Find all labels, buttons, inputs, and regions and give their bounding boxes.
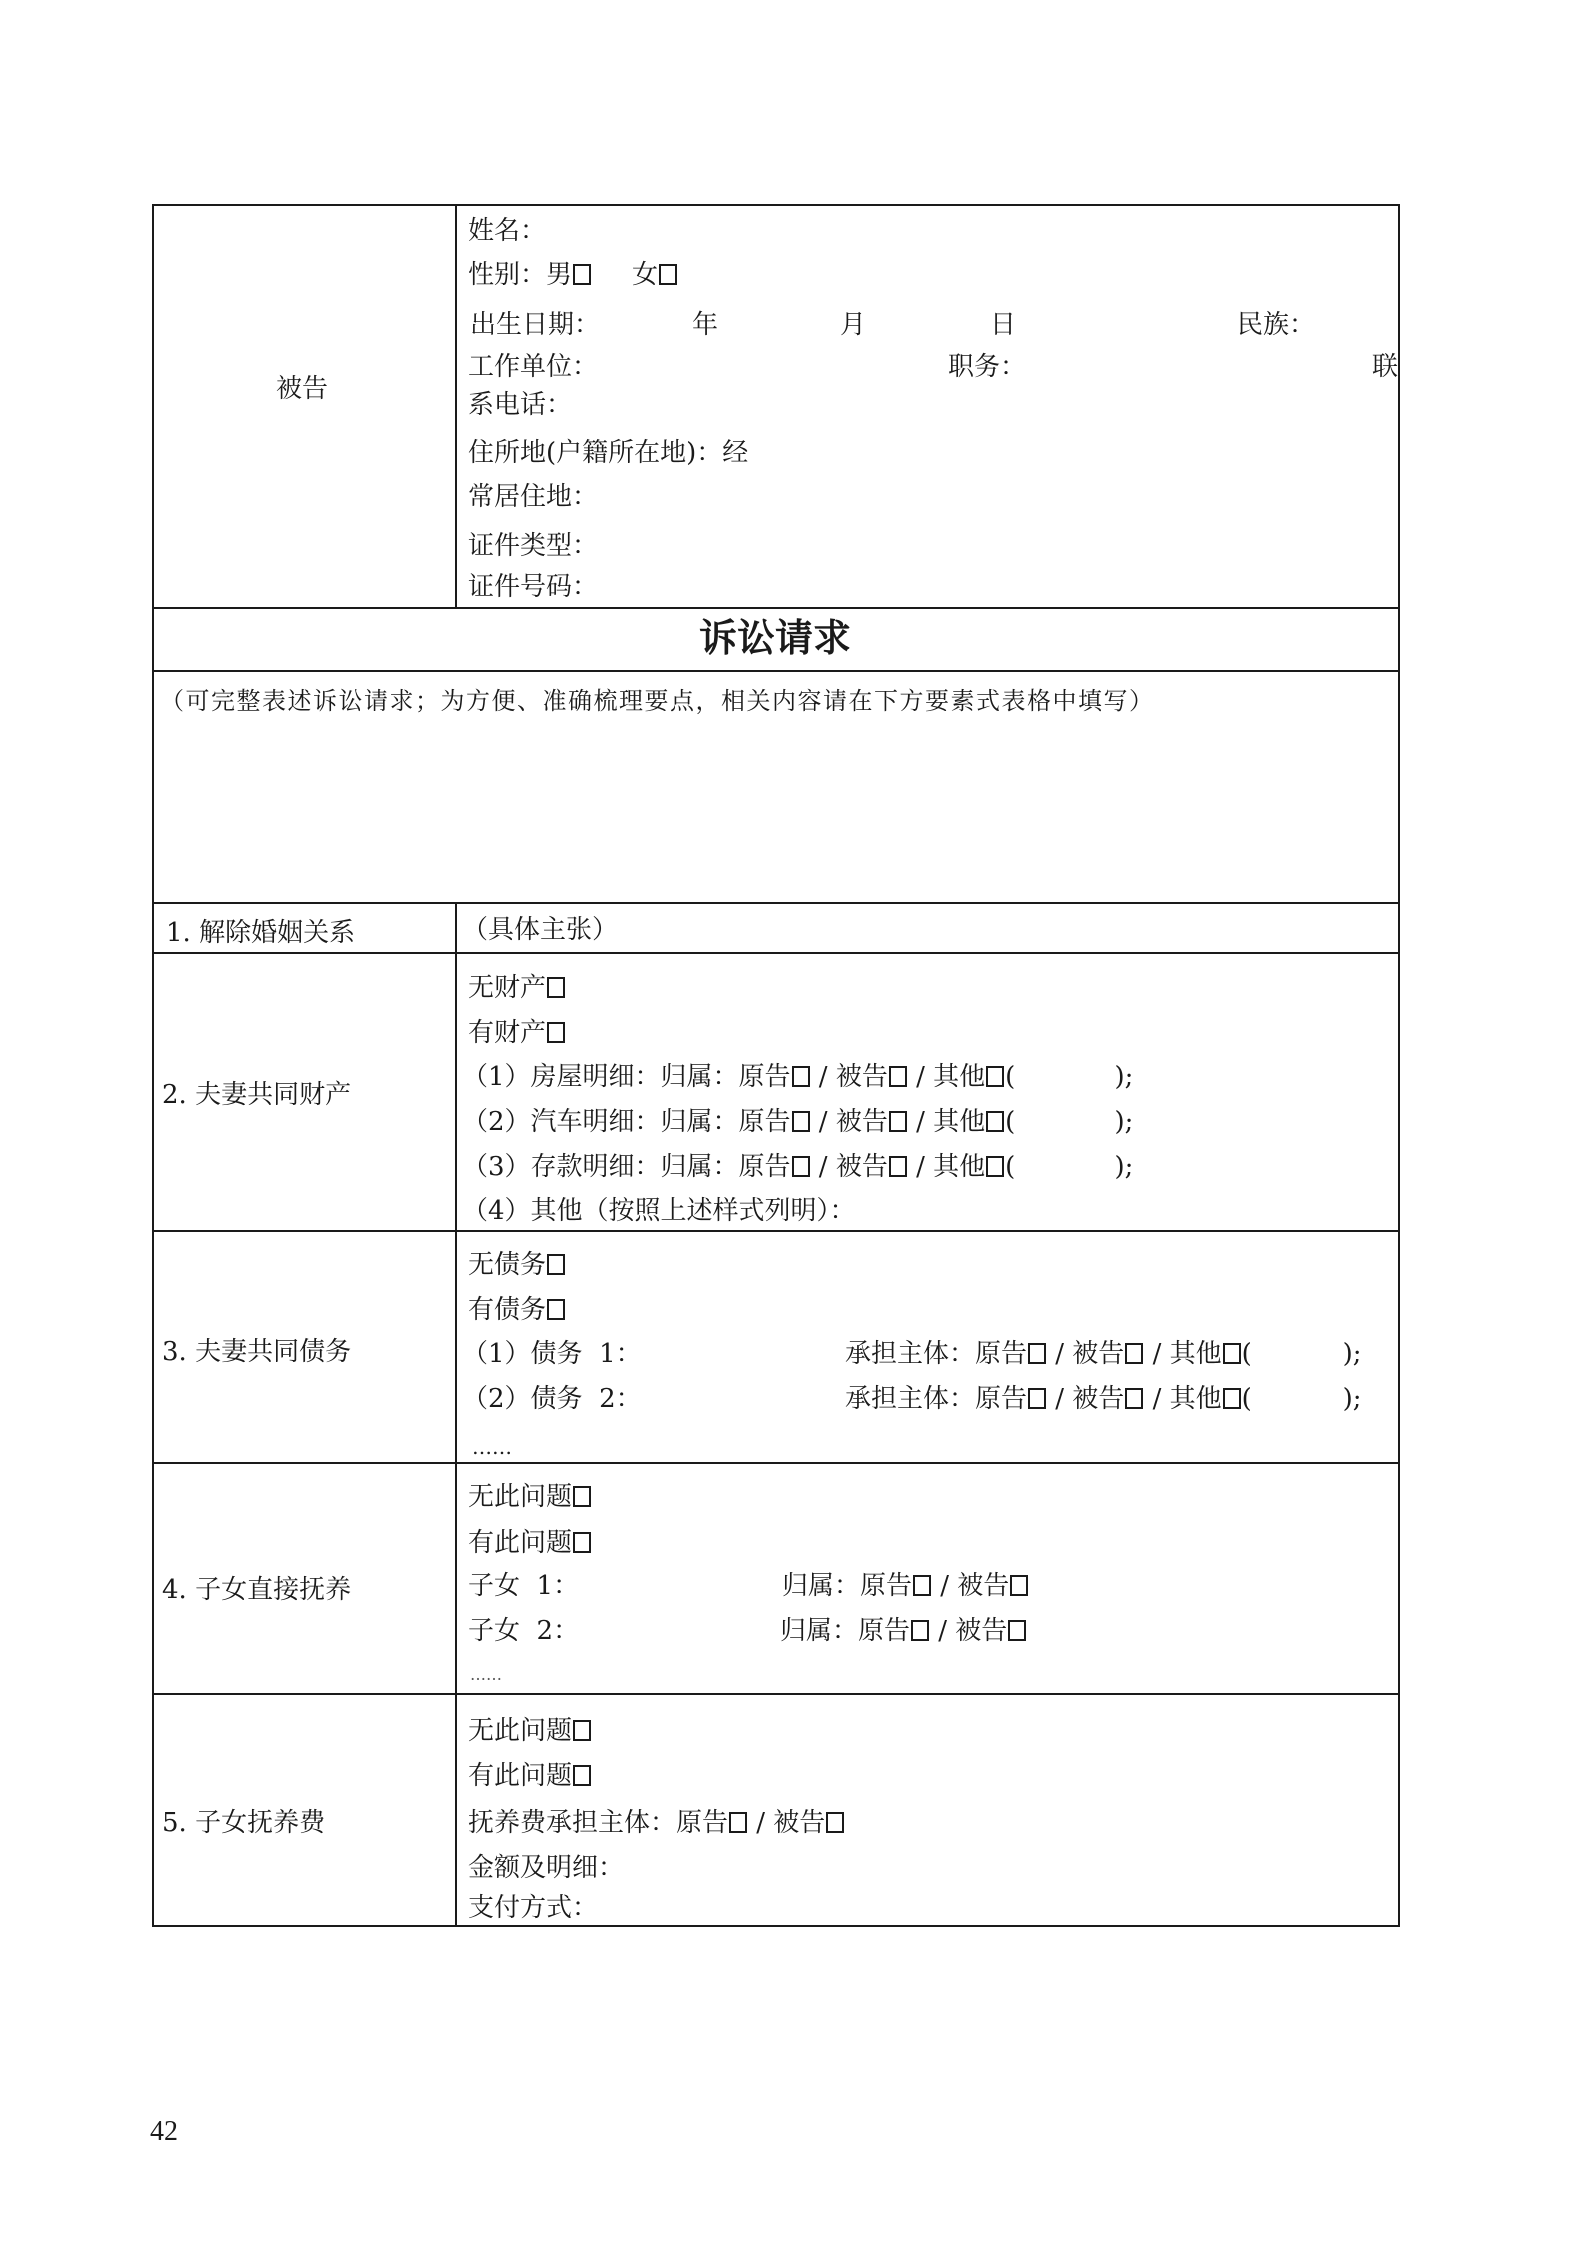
row5-label: 5. 子女抚养费 xyxy=(162,1808,326,1838)
no-property-label: 无财产 xyxy=(468,973,547,1003)
birth-date-label[interactable]: 出生日期： xyxy=(470,310,601,340)
claims-text-area[interactable] xyxy=(154,672,1398,902)
no-property-option xyxy=(468,973,566,1003)
support-bearer-label: 抚养费承担主体：原告 xyxy=(468,1808,729,1838)
property-item-house xyxy=(462,1062,1133,1092)
debt1-other-field[interactable]: ( ); xyxy=(1241,1339,1362,1369)
residence-field[interactable]: 常居住地： xyxy=(468,482,599,512)
has-property-option xyxy=(468,1018,566,1048)
support-amount-field[interactable]: 金额及明细： xyxy=(468,1853,625,1883)
has-property-label: 有财产 xyxy=(468,1018,547,1048)
contact-phone-field[interactable]: 系电话： xyxy=(468,390,573,420)
other-option-label: / 其他 xyxy=(907,1107,986,1137)
child1-defendant-checkbox[interactable] xyxy=(1010,1575,1028,1596)
deposit-other-field[interactable]: ( ); xyxy=(1005,1152,1134,1182)
bearer-label: 承担主体：原告 xyxy=(845,1384,1028,1414)
debt2-defendant-checkbox[interactable] xyxy=(1125,1388,1143,1409)
debt2-other-checkbox[interactable] xyxy=(1223,1388,1241,1409)
employer-field[interactable]: 工作单位： xyxy=(468,352,599,382)
custody-no-issue-option xyxy=(468,1482,592,1512)
child-2-belong xyxy=(780,1616,1027,1646)
bearer-label: 承担主体：原告 xyxy=(845,1339,1028,1369)
custody-no-issue-checkbox[interactable] xyxy=(573,1486,591,1507)
gender-label: 性别：男 xyxy=(468,260,573,290)
custody-has-issue-checkbox[interactable] xyxy=(573,1532,591,1553)
has-debt-option xyxy=(468,1295,566,1325)
position-field[interactable]: 职务： xyxy=(948,352,1027,382)
support-bearer xyxy=(468,1808,845,1838)
id-number-field[interactable]: 证件号码： xyxy=(468,572,599,602)
table-border-right xyxy=(1398,204,1400,1927)
other-option-label: / 其他 xyxy=(907,1062,986,1092)
defendant-option-label: / 被告 xyxy=(1047,1339,1125,1369)
defendant-option-label: / 被告 xyxy=(932,1571,1010,1601)
birth-month-label: 月 xyxy=(840,310,867,340)
defendant-option-label: / 被告 xyxy=(1047,1384,1125,1414)
row2-label: 2. 夫妻共同财产 xyxy=(162,1080,352,1110)
property-item-other[interactable]: （4）其他（按照上述样式列明）： xyxy=(462,1196,856,1226)
support-no-issue-checkbox[interactable] xyxy=(573,1720,591,1741)
debt1-defendant-checkbox[interactable] xyxy=(1125,1343,1143,1364)
row1-label: 1. 解除婚姻关系 xyxy=(166,918,356,948)
house-other-checkbox[interactable] xyxy=(986,1066,1004,1087)
id-type-field[interactable]: 证件类型： xyxy=(468,531,599,561)
debt1-plaintiff-checkbox[interactable] xyxy=(1028,1343,1046,1364)
column-divider xyxy=(455,902,457,1927)
property-item-deposit xyxy=(462,1152,1133,1182)
debt-1-name[interactable]: （1）债务 1： xyxy=(462,1339,642,1369)
table-border-bottom xyxy=(152,1925,1400,1927)
has-issue-label: 有此问题 xyxy=(468,1761,573,1791)
female-label: 女 xyxy=(632,260,659,290)
house-defendant-checkbox[interactable] xyxy=(889,1066,907,1087)
support-no-issue-option xyxy=(468,1716,592,1746)
birth-year-label: 年 xyxy=(692,310,719,340)
property-item-car xyxy=(462,1107,1133,1137)
debt2-plaintiff-checkbox[interactable] xyxy=(1028,1388,1046,1409)
custody-ellipsis: …… xyxy=(470,1665,502,1684)
debt1-other-checkbox[interactable] xyxy=(1223,1343,1241,1364)
belong-label: 归属：原告 xyxy=(782,1571,913,1601)
belong-label: 归属：原告 xyxy=(780,1616,911,1646)
claims-title: 诉讼请求 xyxy=(698,615,851,660)
deposit-defendant-checkbox[interactable] xyxy=(889,1156,907,1177)
column-divider xyxy=(455,204,457,609)
has-debt-checkbox[interactable] xyxy=(547,1299,565,1320)
male-checkbox[interactable] xyxy=(573,264,591,285)
contact-label-part1: 联 xyxy=(1372,352,1399,382)
debt2-other-field[interactable]: ( ); xyxy=(1241,1384,1362,1414)
domicile-field[interactable]: 住所地(户籍所在地)：经 xyxy=(468,438,749,468)
birth-day-label: 日 xyxy=(990,310,1017,340)
house-other-field[interactable]: ( ); xyxy=(1005,1062,1134,1092)
defendant-option-label: / 被告 xyxy=(748,1808,826,1838)
support-defendant-checkbox[interactable] xyxy=(826,1812,844,1833)
row3-label: 3. 夫妻共同债务 xyxy=(162,1337,352,1367)
other-option-label: / 其他 xyxy=(1144,1339,1222,1369)
has-property-checkbox[interactable] xyxy=(547,1022,565,1043)
has-debt-label: 有债务 xyxy=(468,1295,547,1325)
row1-content[interactable]: （具体主张） xyxy=(462,915,619,945)
child-2-name[interactable]: 子女 2： xyxy=(468,1616,580,1646)
has-issue-label: 有此问题 xyxy=(468,1528,573,1558)
row-divider xyxy=(152,1693,1400,1695)
debt-2-name[interactable]: （2）债务 2： xyxy=(462,1384,642,1414)
row-divider xyxy=(152,607,1400,609)
custody-has-issue-option xyxy=(468,1528,592,1558)
child2-plaintiff-checkbox[interactable] xyxy=(911,1620,929,1641)
child2-defendant-checkbox[interactable] xyxy=(1008,1620,1026,1641)
ethnicity-field[interactable]: 民族： xyxy=(1237,310,1316,340)
defendant-option-label: / 被告 xyxy=(810,1107,888,1137)
row-divider xyxy=(152,952,1400,954)
debt-1-bearer xyxy=(845,1339,1362,1369)
child-1-name[interactable]: 子女 1： xyxy=(468,1571,580,1601)
car-plaintiff-checkbox[interactable] xyxy=(792,1111,810,1132)
car-label: （2）汽车明细：归属：原告 xyxy=(462,1107,791,1137)
page-number: 42 xyxy=(150,2116,178,2147)
female-checkbox[interactable] xyxy=(659,264,677,285)
table-border-top xyxy=(152,204,1400,206)
child-1-belong xyxy=(782,1571,1029,1601)
no-issue-label: 无此问题 xyxy=(468,1482,573,1512)
no-debt-label: 无债务 xyxy=(468,1250,547,1280)
table-border-left xyxy=(152,204,154,1927)
other-option-label: / 其他 xyxy=(1144,1384,1222,1414)
car-other-field[interactable]: ( ); xyxy=(1005,1107,1134,1137)
deposit-other-checkbox[interactable] xyxy=(986,1156,1004,1177)
row-divider xyxy=(152,902,1400,904)
debt-2-bearer xyxy=(845,1384,1362,1414)
deposit-label: （3）存款明细：归属：原告 xyxy=(462,1152,791,1182)
car-other-checkbox[interactable] xyxy=(986,1111,1004,1132)
no-issue-label: 无此问题 xyxy=(468,1716,573,1746)
child1-plaintiff-checkbox[interactable] xyxy=(913,1575,931,1596)
row4-label: 4. 子女直接抚养 xyxy=(162,1575,352,1605)
support-plaintiff-checkbox[interactable] xyxy=(729,1812,747,1833)
defendant-option-label: / 被告 xyxy=(930,1616,1008,1646)
name-field[interactable]: 姓名： xyxy=(468,216,547,246)
deposit-plaintiff-checkbox[interactable] xyxy=(792,1156,810,1177)
defendant-label: 被告 xyxy=(276,374,329,404)
other-option-label: / 其他 xyxy=(907,1152,986,1182)
row-divider xyxy=(152,1230,1400,1232)
no-property-checkbox[interactable] xyxy=(547,977,565,998)
defendant-option-label: / 被告 xyxy=(810,1062,888,1092)
defendant-option-label: / 被告 xyxy=(810,1152,888,1182)
house-plaintiff-checkbox[interactable] xyxy=(792,1066,810,1087)
support-payment-field[interactable]: 支付方式： xyxy=(468,1893,599,1923)
row-divider xyxy=(152,1462,1400,1464)
debt-ellipsis: …… xyxy=(472,1435,512,1459)
gender-field xyxy=(468,260,678,290)
support-has-issue-option xyxy=(468,1761,592,1791)
car-defendant-checkbox[interactable] xyxy=(889,1111,907,1132)
no-debt-checkbox[interactable] xyxy=(547,1254,565,1275)
no-debt-option xyxy=(468,1250,566,1280)
house-label: （1）房屋明细：归属：原告 xyxy=(462,1062,791,1092)
claims-hint: （可完整表述诉讼请求；为方便、准确梳理要点，相关内容请在下方要素式表格中填写） xyxy=(160,687,1155,715)
support-has-issue-checkbox[interactable] xyxy=(573,1765,591,1786)
